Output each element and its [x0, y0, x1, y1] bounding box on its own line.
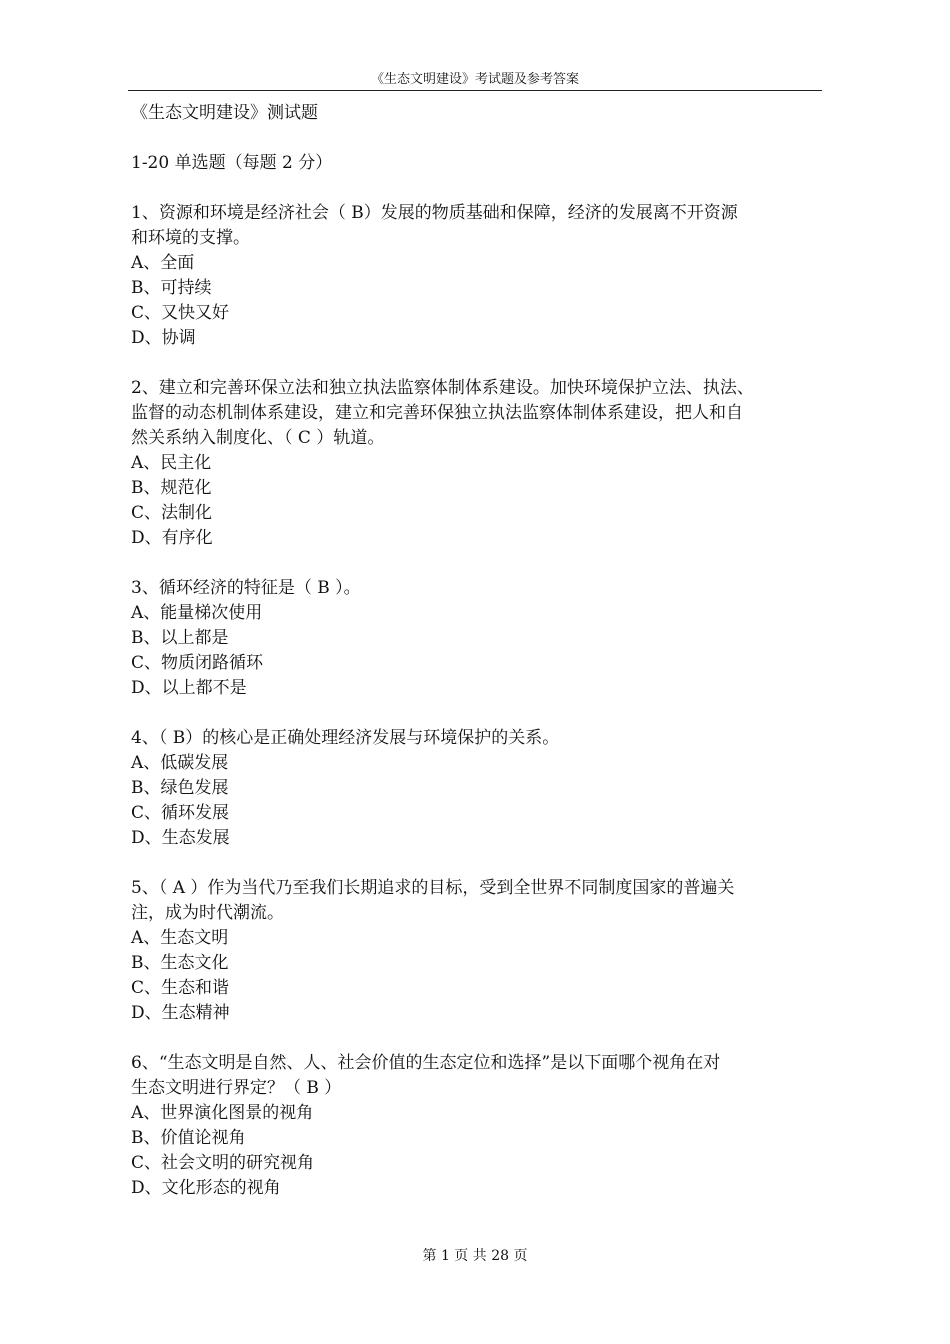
answer-option: D、生态发展 — [131, 828, 230, 848]
answer-option: D、以上都不是 — [131, 678, 247, 698]
answer-option: D、文化形态的视角 — [131, 1178, 281, 1198]
spacer — [131, 351, 821, 376]
answer-option: C、法制化 — [131, 503, 213, 523]
answer-option: B、以上都是 — [131, 628, 229, 648]
question-text-line: 6、“生态文明是自然、人、社会价值的生态定位和选择”是以下面哪个视角在对 — [131, 1053, 721, 1073]
question-block — [131, 1051, 821, 1201]
answer-option: C、社会文明的研究视角 — [131, 1153, 315, 1173]
question-text-line: 5、（ A ）作为当代乃至我们长期追求的目标，受到全世界不同制度国家的普遍关 — [131, 878, 735, 898]
answer-option: D、有序化 — [131, 528, 213, 548]
spacer — [131, 851, 821, 876]
question-text-line: 监督的动态机制体系建设，建立和完善环保独立执法监察体制体系建设，把人和自 — [131, 403, 743, 423]
answer-option: A、低碳发展 — [131, 753, 229, 773]
answer-option: C、又快又好 — [131, 303, 230, 323]
answer-option: C、物质闭路循环 — [131, 653, 264, 673]
question-text-line: 和环境的支撑。 — [131, 228, 250, 248]
question-text-line: 生态文明进行界定？（ B ） — [131, 1078, 342, 1098]
spacer — [131, 126, 821, 151]
question-text-line: 4、（ B）的核心是正确处理经济发展与环境保护的关系。 — [131, 728, 560, 748]
answer-option: A、全面 — [131, 253, 195, 273]
answer-option: A、能量梯次使用 — [131, 603, 263, 623]
question-block — [131, 201, 821, 351]
question-text-line: 3、循环经济的特征是（ B ）。 — [131, 578, 361, 598]
answer-option: B、生态文化 — [131, 953, 229, 973]
question-list — [131, 201, 821, 1201]
answer-option: B、规范化 — [131, 478, 212, 498]
answer-option: A、世界演化图景的视角 — [131, 1103, 314, 1123]
spacer — [131, 701, 821, 726]
answer-option: B、绿色发展 — [131, 778, 229, 798]
page-footer: 第 1 页 共 28 页 — [422, 1248, 528, 1264]
question-block — [131, 376, 821, 551]
document-body — [131, 101, 821, 1201]
question-block — [131, 726, 821, 851]
spacer — [131, 176, 821, 201]
question-block — [131, 876, 821, 1026]
question-text-line: 2、建立和完善环保立法和独立执法监察体制体系建设。加快环境保护立法、执法、 — [131, 378, 754, 398]
page-header: 《生态文明建设》考试题及参考答案 — [128, 70, 822, 91]
question-text-line: 1、资源和环境是经济社会（ B）发展的物质基础和保障，经济的发展离不开资源 — [131, 203, 738, 223]
question-block — [131, 576, 821, 701]
section-heading: 1-20 单选题（每题 2 分） — [131, 153, 333, 173]
answer-option: D、生态精神 — [131, 1003, 230, 1023]
answer-option: A、民主化 — [131, 453, 212, 473]
answer-option: C、生态和谐 — [131, 978, 230, 998]
answer-option: A、生态文明 — [131, 928, 229, 948]
answer-option: D、协调 — [131, 328, 196, 348]
document-title: 《生态文明建设》测试题 — [131, 103, 318, 123]
answer-option: B、价值论视角 — [131, 1128, 246, 1148]
answer-option: C、循环发展 — [131, 803, 230, 823]
spacer — [131, 551, 821, 576]
answer-option: B、可持续 — [131, 278, 212, 298]
question-text-line: 注，成为时代潮流。 — [131, 903, 284, 923]
spacer — [131, 1026, 821, 1051]
question-text-line: 然关系纳入制度化、（ C ）轨道。 — [131, 428, 385, 448]
